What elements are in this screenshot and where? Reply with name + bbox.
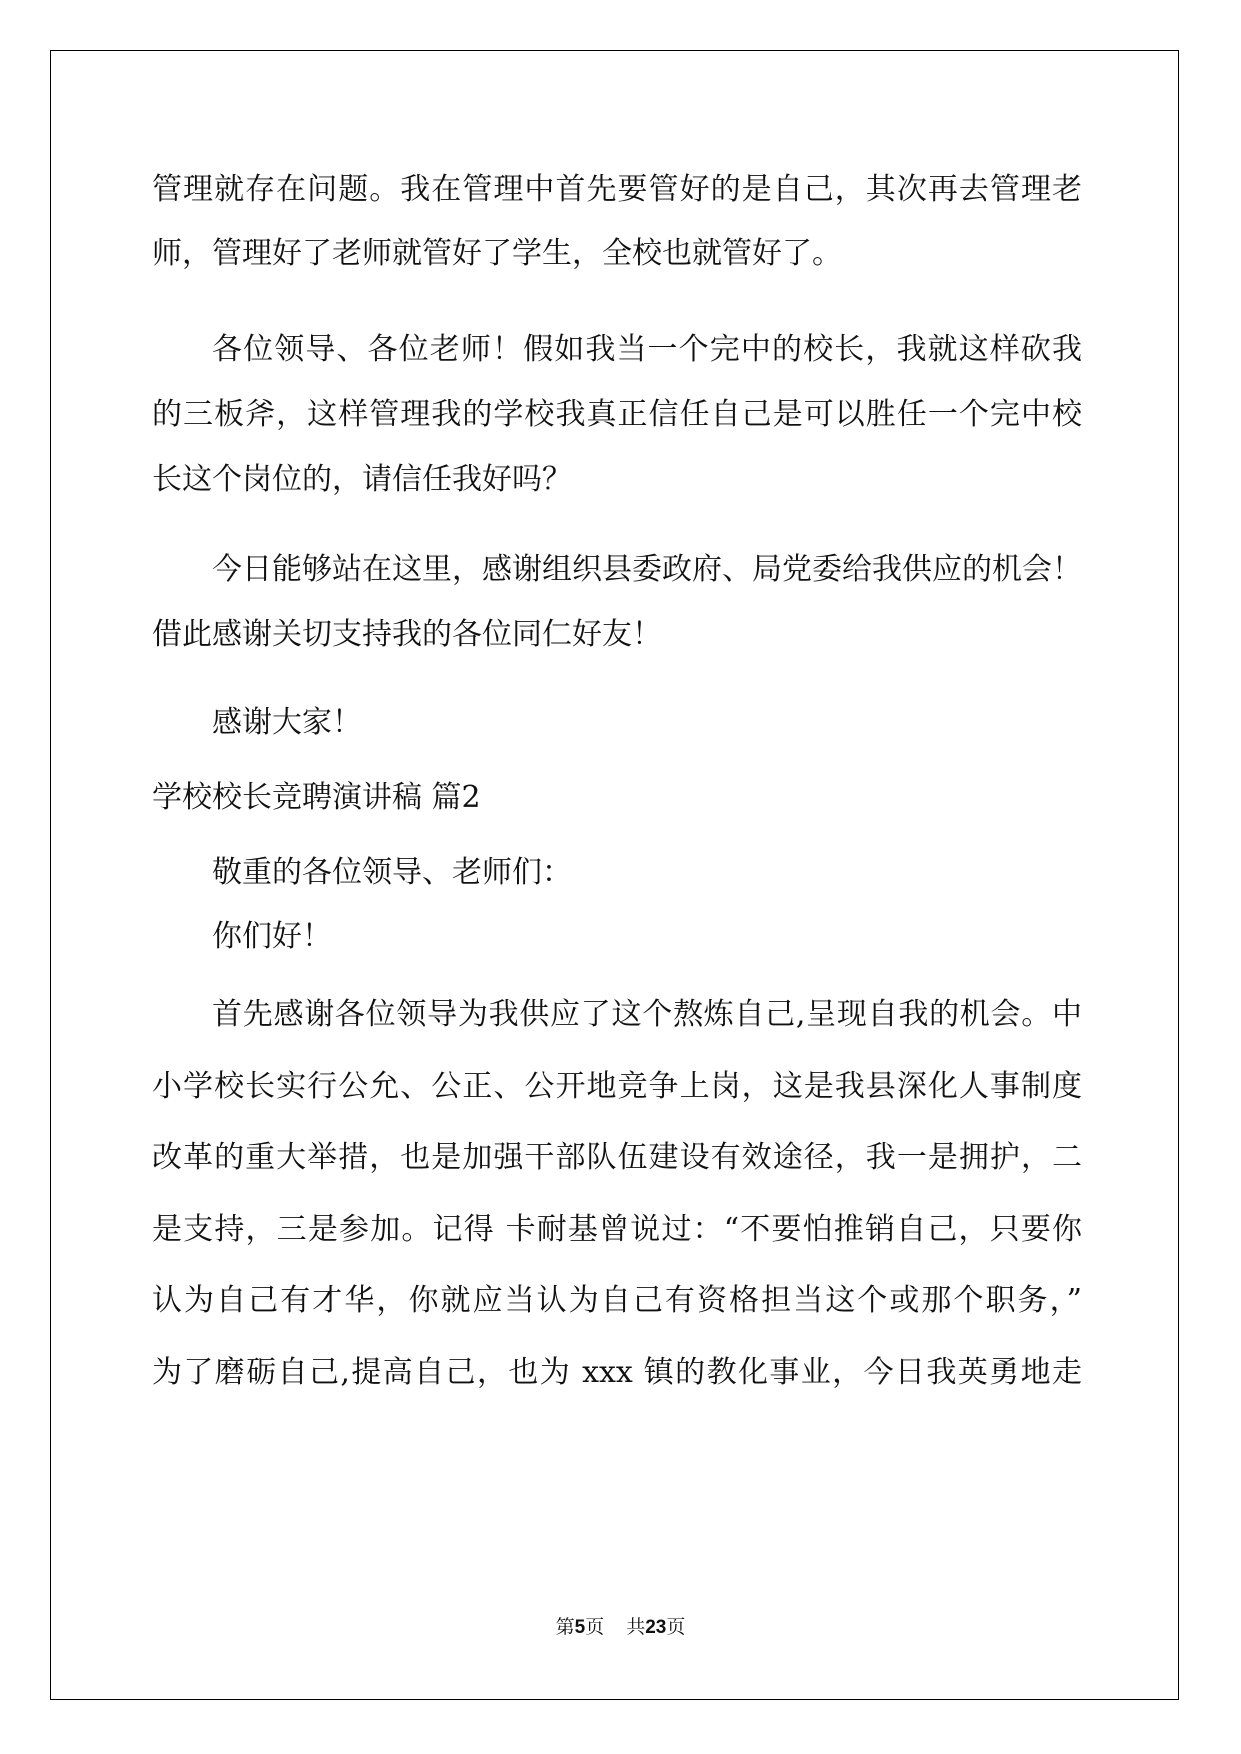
total-pages: 23 xyxy=(645,1617,667,1638)
page-prefix: 第 xyxy=(555,1616,575,1638)
text-line-8: 感谢大家！ xyxy=(212,705,362,740)
text-line-16: 认为自己有才华，你就应当认为自己有资格担当这个或那个职务，” xyxy=(152,1283,1082,1318)
text-line-12: 首先感谢各位领导为我供应了这个熬炼自己,呈现自我的机会。中 xyxy=(212,997,1082,1032)
text-line-14: 改革的重大举措，也是加强干部队伍建设有效途径，我一是拥护，二 xyxy=(152,1140,1082,1175)
text-line-17: 为了磨砺自己,提高自己，也为 xxx 镇的教化事业，今日我英勇地走 xyxy=(152,1355,1082,1390)
text-line-4: 的三板斧，这样管理我的学校我真正信任自己是可以胜任一个完中校 xyxy=(152,397,1082,432)
text-line-13: 小学校长实行公允、公正、公开地竞争上岗，这是我县深化人事制度 xyxy=(152,1069,1082,1104)
text-line-2: 师，管理好了老师就管好了学生，全校也就管好了。 xyxy=(152,236,842,271)
text-line-7: 借此感谢关切支持我的各位同仁好友！ xyxy=(152,617,662,652)
text-line-5: 长这个岗位的，请信任我好吗？ xyxy=(152,462,572,497)
text-line-15: 是支持，三是参加。记得 卡耐基曾说过：“不要怕推销自己，只要你 xyxy=(152,1212,1082,1247)
section-heading: 学校校长竞聘演讲稿 篇2 xyxy=(152,780,481,815)
text-line-1: 管理就存在问题。我在管理中首先要管好的是自己，其次再去管理老 xyxy=(152,172,1082,207)
page-number: 5 xyxy=(574,1617,586,1638)
page-footer xyxy=(0,1612,1241,1639)
total-prefix: 共 xyxy=(626,1616,646,1638)
text-line-6: 今日能够站在这里，感谢组织县委政府、局党委给我供应的机会！ xyxy=(212,552,1082,587)
page-suffix: 页 xyxy=(585,1616,605,1638)
total-suffix: 页 xyxy=(666,1616,686,1638)
text-line-3: 各位领导、各位老师！假如我当一个完中的校长，我就这样砍我 xyxy=(212,332,1082,367)
text-line-10: 敬重的各位领导、老师们： xyxy=(212,855,572,890)
text-line-11: 你们好！ xyxy=(212,919,332,954)
